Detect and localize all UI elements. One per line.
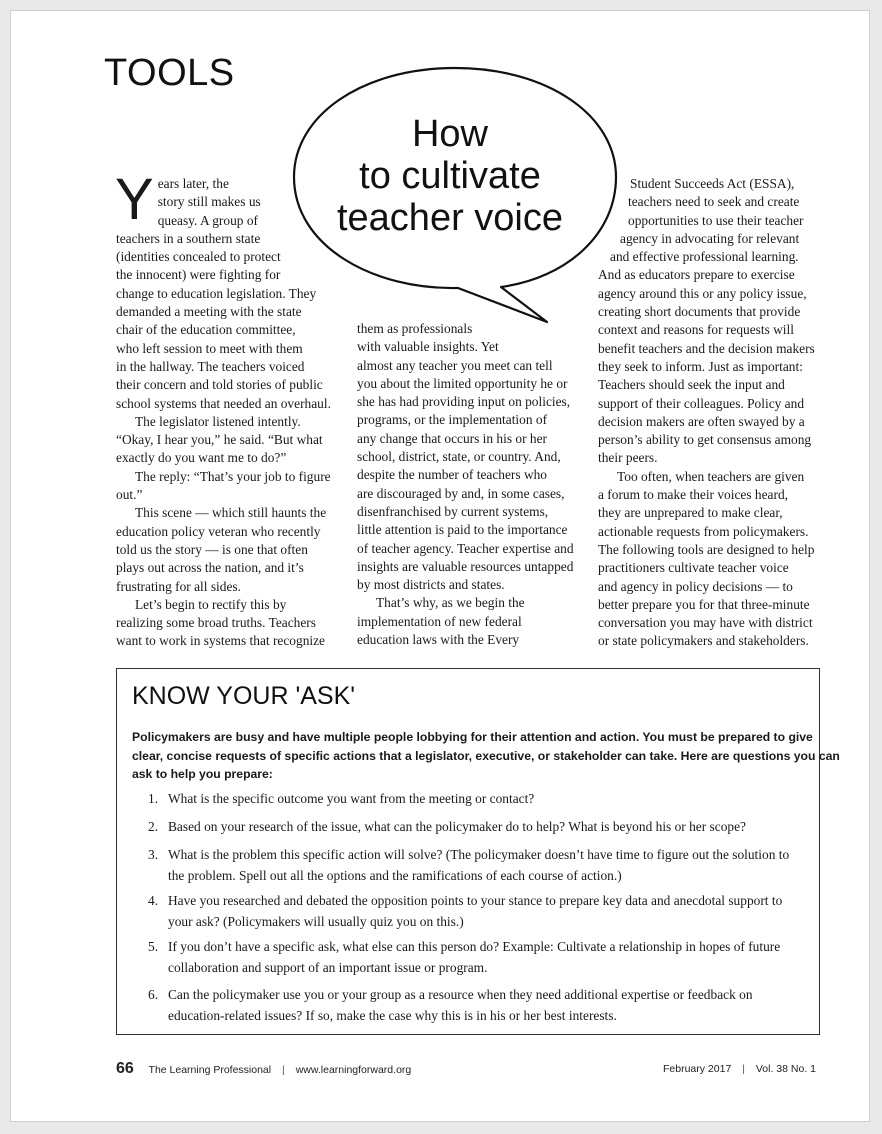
question-line: collaboration and support of an important issue or program. — [168, 960, 488, 975]
text-line: despite the number of teachers who — [357, 467, 548, 483]
text-line: they seek to inform. Just as important: — [598, 358, 803, 374]
question-number: 6. — [148, 987, 159, 1002]
text-line: And as educators prepare to exercise — [598, 267, 795, 283]
text-line: queasy. A group of — [157, 212, 258, 228]
question-number: 3. — [148, 847, 159, 862]
text-line: opportunities to use their teacher — [628, 212, 804, 228]
intro-line: Policymakers are busy and have multiple people lobbying for their attention and action. You must be prepared to give — [132, 730, 813, 744]
text-line: (identities concealed to protect — [116, 249, 281, 265]
text-line: person’s ability to get consensus among — [598, 432, 812, 448]
column-1 — [115, 167, 338, 651]
text-line: are discouraged by and, in some cases, — [357, 485, 565, 501]
text-line: chair of the education committee, — [116, 322, 296, 338]
intro-line: clear, concise requests of specific actions that a legislator, executive, or stakeholder can take. Here are questions you can — [132, 748, 840, 763]
text-line: implementation of new federal — [357, 613, 522, 629]
question-number: 2. — [148, 819, 159, 834]
text-line: and agency in policy decisions — to — [598, 578, 793, 594]
question-text — [168, 844, 789, 886]
text-line: story still makes us — [157, 194, 261, 210]
text-line: teachers need to seek and create — [628, 194, 800, 210]
question-line: your ask? (Policymakers will usually quiz you on this.) — [168, 914, 464, 929]
question-line: education-related issues? If so, make the case why this is in his or her best interests. — [168, 1008, 617, 1023]
question-text — [168, 936, 780, 978]
text-line: she has had providing input on policies, — [357, 394, 571, 410]
text-line: context and reasons for requests will — [598, 322, 794, 338]
text-line: exactly do you want me to do?” — [116, 450, 287, 466]
text-line: actionable requests from policymakers. — [598, 523, 809, 539]
text-line: creating short documents that provide — [598, 304, 801, 320]
text-line: you about the limited opportunity he or — [357, 375, 568, 391]
text-line: change to education legislation. They — [116, 285, 317, 301]
text-line: better prepare you for that three-minute — [598, 596, 810, 612]
question-text — [168, 890, 782, 932]
publication-url[interactable]: www.learningforward.org — [295, 1064, 412, 1076]
article-headline — [300, 113, 600, 239]
text-line: decision makers are often swayed by a — [598, 413, 805, 429]
text-line: they are unprepared to make clear, — [598, 505, 783, 521]
section-title: TOOLS — [104, 52, 235, 94]
text-line: any change that occurs in his or her — [357, 430, 548, 446]
text-line: “Okay, I hear you,” he said. “But what — [116, 432, 323, 448]
issue-date: February 2017 — [663, 1063, 732, 1075]
text-line: Teachers should seek the input and — [598, 377, 785, 393]
text-line: with valuable insights. Yet — [357, 339, 499, 355]
text-line: The following tools are designed to help — [598, 541, 815, 557]
question-line: What is the specific outcome you want from the meeting or contact? — [168, 791, 535, 806]
question-text — [168, 788, 534, 809]
text-line: demanded a meeting with the state — [116, 304, 302, 320]
text-line: a forum to make their voices heard, — [598, 487, 788, 503]
text-line: This scene — which still haunts the — [135, 505, 327, 521]
text-line: conversation you may have with district — [598, 615, 813, 631]
footer-left — [116, 1058, 411, 1080]
text-line: insights are valuable resources untapped — [357, 558, 574, 574]
text-line: realizing some broad truths. Teachers — [116, 615, 316, 631]
text-line: their concern and told stories of public — [116, 377, 323, 393]
text-line: want to work in systems that recognize — [116, 633, 325, 649]
headline-line: to cultivate — [359, 155, 541, 197]
text-line: little attention is paid to the importance — [357, 522, 568, 538]
box-title: KNOW YOUR 'ASK' — [132, 682, 356, 710]
text-line: their peers. — [598, 450, 658, 466]
text-line: agency around this or any policy issue, — [598, 285, 807, 301]
text-line: out.” — [116, 487, 143, 503]
headline-line: How — [411, 113, 489, 155]
text-line: and effective professional learning. — [610, 249, 799, 265]
question-text — [168, 816, 746, 837]
text-line: school, district, state, or country. And, — [357, 449, 561, 465]
page-number: 66 — [116, 1060, 134, 1077]
text-line: them as professionals — [357, 321, 473, 336]
text-line: told us the story — is one that often — [116, 541, 308, 557]
text-line: or state policymakers and stakeholders. — [598, 633, 809, 649]
text-line: That’s why, as we begin the — [376, 595, 525, 611]
text-line: teachers in a southern state — [116, 230, 261, 246]
text-line: programs, or the implementation of — [357, 412, 548, 428]
question-line: Can the policymaker use you or your group as a resource when they need additional expertise or feedback on — [168, 987, 753, 1002]
question-line: the problem. Spell out all the options and the ramifications of each course of action.) — [168, 868, 622, 883]
text-line: disenfranchised by current systems, — [357, 503, 549, 519]
text-line: Student Succeeds Act (ESSA), — [630, 176, 795, 191]
text-line: by most districts and states. — [357, 577, 505, 593]
text-line: Let’s begin to rectify this by — [135, 596, 287, 612]
text-line: almost any teacher you meet can tell — [357, 357, 553, 373]
text-line: The legislator listened intently. — [135, 413, 301, 429]
text-line: support of their colleagues. Policy and — [598, 395, 805, 411]
text-line: practitioners cultivate teacher voice — [598, 560, 789, 576]
text-line: Too often, when teachers are given — [617, 468, 805, 484]
question-number: 1. — [148, 791, 159, 806]
question-line: What is the problem this specific action will solve? (The policymaker doesn’t have time to figure out the solution to — [168, 847, 790, 862]
text-line: plays out across the nation, and it’s — [116, 560, 304, 576]
question-line: If you don’t have a specific ask, what else can this person do? Example: Cultivate a relationship in hopes of future — [168, 939, 781, 954]
text-line: frustrating for all sides. — [116, 578, 241, 594]
footer-separator: | — [742, 1063, 745, 1075]
text-line: in the hallway. The teachers voiced — [116, 358, 305, 374]
text-line: who left session to meet with them — [116, 340, 303, 356]
publication-name: The Learning Professional — [148, 1064, 272, 1076]
text-line: The reply: “That’s your job to figure — [135, 468, 331, 484]
question-number: 4. — [148, 893, 159, 908]
text-line: school systems that needed an overhaul. — [116, 395, 331, 411]
issue-volume: Vol. 38 No. 1 — [755, 1063, 816, 1075]
headline-line: teacher voice — [336, 197, 563, 239]
text-line: of teacher agency. Teacher expertise and — [357, 540, 574, 556]
intro-line: ask to help you prepare: — [132, 767, 273, 781]
column-2 — [357, 320, 582, 649]
question-number: 5. — [148, 939, 159, 954]
text-line: agency in advocating for relevant — [620, 230, 800, 246]
text-line: the innocent) were fighting for — [116, 267, 281, 283]
text-line: benefit teachers and the decision makers — [598, 340, 815, 356]
footer-right — [663, 1058, 816, 1080]
text-line: ears later, the — [157, 176, 229, 191]
column-3 — [598, 175, 824, 651]
question-line: Have you researched and debated the opposition points to your stance to prepare key data and anecdotal support to — [168, 893, 783, 908]
box-intro — [132, 728, 840, 784]
text-line: education policy veteran who recently — [116, 523, 321, 539]
drop-cap: Y — [115, 167, 154, 232]
footer-separator: | — [282, 1064, 285, 1076]
question-text — [168, 984, 753, 1026]
question-line: Based on your research of the issue, what can the policymaker do to help? What is beyond his or her scope? — [168, 819, 746, 834]
text-line: education laws with the Every — [357, 632, 520, 648]
